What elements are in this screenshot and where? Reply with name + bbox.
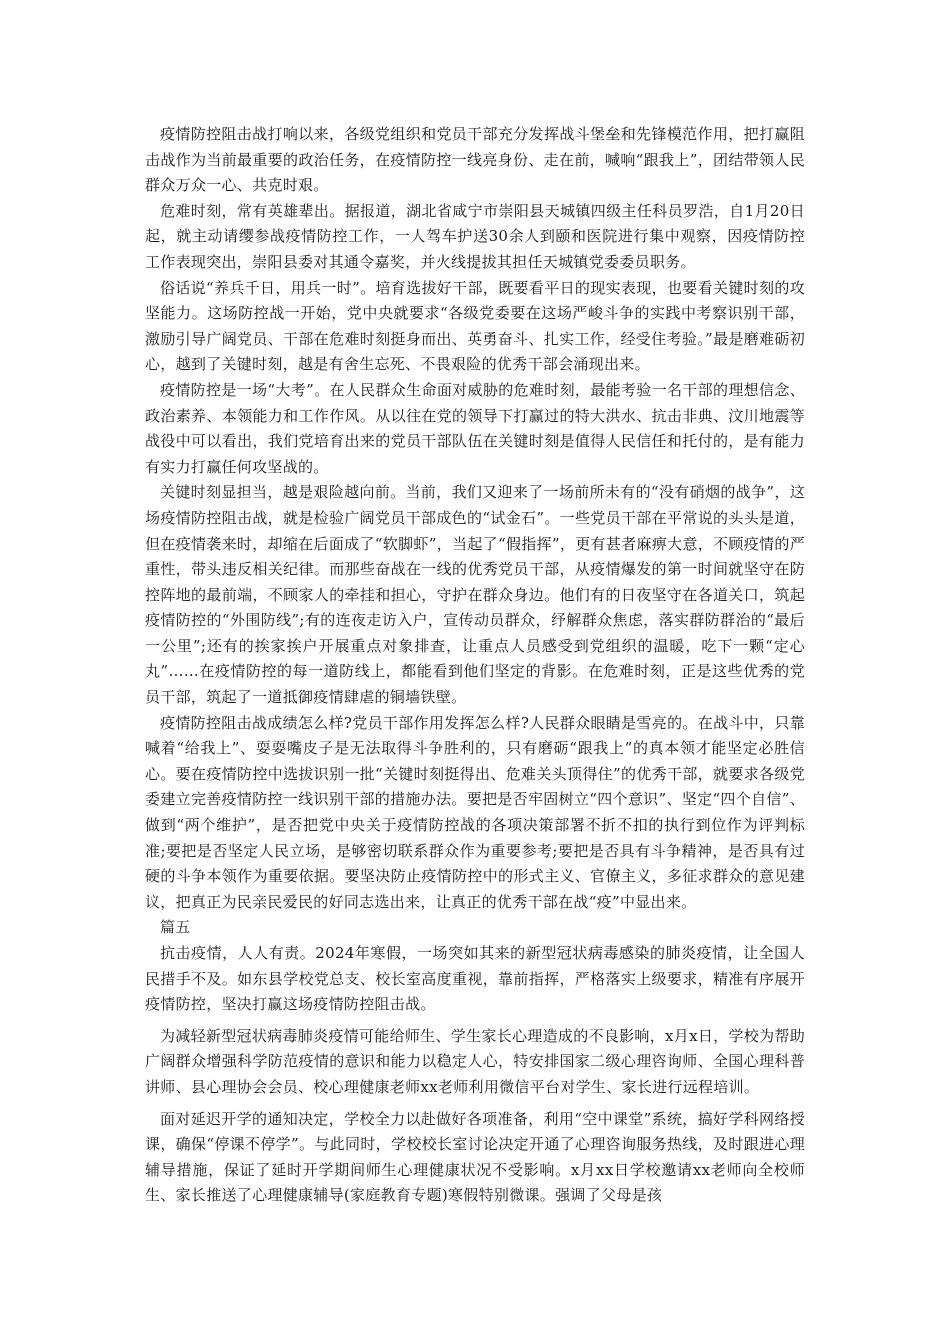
section-paragraph-2: 为减轻新型冠状病毒肺炎疫情可能给师生、学生家长心理造成的不良影响，x月x日，学校为帮助广阔群众增强科学防范疫情的意识和能力以稳定人心，特安排国家二级心理咨询师、全国心理科普讲师、县心理协会会员、校心理健康老师xx老师利用微信平台对学生、家长进行远程培训。 (145, 1026, 805, 1096)
section-heading: 篇五 (160, 918, 191, 937)
paragraph-6: 疫情防控阻击战成绩怎么样?党员干部作用发挥怎么样?人民群众眼睛是雪亮的。在战斗中，只靠喊着“给我上”、耍耍嘴皮子是无法取得斗争胜利的，只有磨砺“跟我上”的真本领才能坚定必胜信心。要在疫情防控中选拔识别一批“关键时刻挺得出、危难关头顶得住”的优秀干部，就要求各级党委建立完善疫情防控一线识别干部的措施办法。要把是否牢固树立“四个意识”、坚定“四个自信”、做到“两个维护”，是否把党中央关于疫情防控战的各项决策部署不折不扣的执行到位作为评判标准;要把是否坚定人民立场，是够密切联系群众作为重要参考;要把是否具有斗争精神，是否具有过硬的斗争本领作为重要依据。要坚决防止疫情防控中的形式主义、官僚主义，多征求群众的意见建议，把真正为民亲民爱民的好同志选出来，让真正的优秀干部在战“疫”中显出来。 (145, 713, 805, 911)
paragraph-4: 疫情防控是一场“大考”。在人民群众生命面对威胁的危难时刻，最能考验一名干部的理想信念、政治素养、本领能力和工作作风。从以往在党的领导下打赢过的特大洪水、抗击非典、汶川地震等战役中可以看出，我们党培育出来的党员干部队伍在关键时刻是值得人民信任和托付的，是有能力有实力打赢任何攻坚战的。 (145, 380, 805, 476)
document-page (145, 122, 805, 1209)
section-paragraph-1: 抗击疫情，人人有责。2024年寒假，一场突如其来的新型冠状病毒感染的肺炎疫情，让全国人民措手不及。如东县学校党总支、校长室高度重视，靠前指挥，严格落实上级要求，精准有序展开疫情防控，坚决打赢这场疫情防控阻击战。 (145, 944, 805, 1014)
paragraph-3: 俗话说“养兵千日，用兵一时”。培育选拔好干部，既要看平日的现实表现，也要看关键时刻的攻坚能力。这场防控战一开始，党中央就要求“各级党委要在这场严峻斗争的实践中考察识别干部，激励引导广阔党员、干部在危难时刻挺身而出、英勇奋斗、扎实工作，经受住考验。”最是磨难砺初心，越到了关键时刻，越是有舍生忘死、不畏艰险的优秀干部会涌现出来。 (145, 278, 805, 374)
paragraph-5: 关键时刻显担当，越是艰险越向前。当前，我们又迎来了一场前所未有的“没有硝烟的战争”，这场疫情防控阻击战，就是检验广阔党员干部成色的“试金石”。一些党员干部在平常说的头头是道，但在疫情袭来时，却缩在后面成了“软脚虾”，当起了“假指挥”，更有甚者麻痹大意，不顾疫情的严重性，带头违反相关纪律。而那些奋战在一线的优秀党员干部，从疫情爆发的第一时间就坚守在防控阵地的最前端，不顾家人的牵挂和担心，守护在群众身边。他们有的日夜坚守在各道关口，筑起疫情防控的“外围防线”;有的连夜走访入户，宣传动员群众，纾解群众焦虑，落实群防群治的“最后一公里”;还有的挨家挨户开展重点对象排查，让重点人员感受到党组织的温暖，吃下一颗“定心丸”……在疫情防控的每一道防线上，都能看到他们坚定的背影。在危难时刻，正是这些优秀的党员干部，筑起了一道抵御疫情肆虐的铜墙铁壁。 (145, 483, 805, 707)
paragraph-2: 危难时刻，常有英雄辈出。据报道，湖北省咸宁市崇阳县天城镇四级主任科员罗浩，自1月20日起，就主动请缨参战疫情防控工作，一人驾车护送30余人到颐和医院进行集中观察，因疫情防控工作表现突出，崇阳县委对其通令嘉奖，并火线提拔其担任天城镇党委委员职务。 (145, 201, 805, 271)
paragraph-1: 疫情防控阻击战打响以来，各级党组织和党员干部充分发挥战斗堡垒和先锋模范作用，把打赢阻击战作为当前最重要的政治任务，在疫情防控一线亮身份、走在前，喊响“跟我上”，团结带领人民群众万众一心、共克时艰。 (145, 125, 805, 195)
section-paragraph-3: 面对延迟开学的通知决定，学校全力以赴做好各项准备，利用“空中课堂”系统，搞好学科网络授课，确保“停课不停学”。与此同时，学校校长室讨论决定开通了心理咨询服务热线，及时跟进心理辅导措施，保证了延时开学期间师生心理健康状况不受影响。x月xx日学校邀请xx老师向全校师生、家长推送了心理健康辅导(家庭教育专题)寒假特别微课。强调了父母是孩 (145, 1109, 805, 1205)
